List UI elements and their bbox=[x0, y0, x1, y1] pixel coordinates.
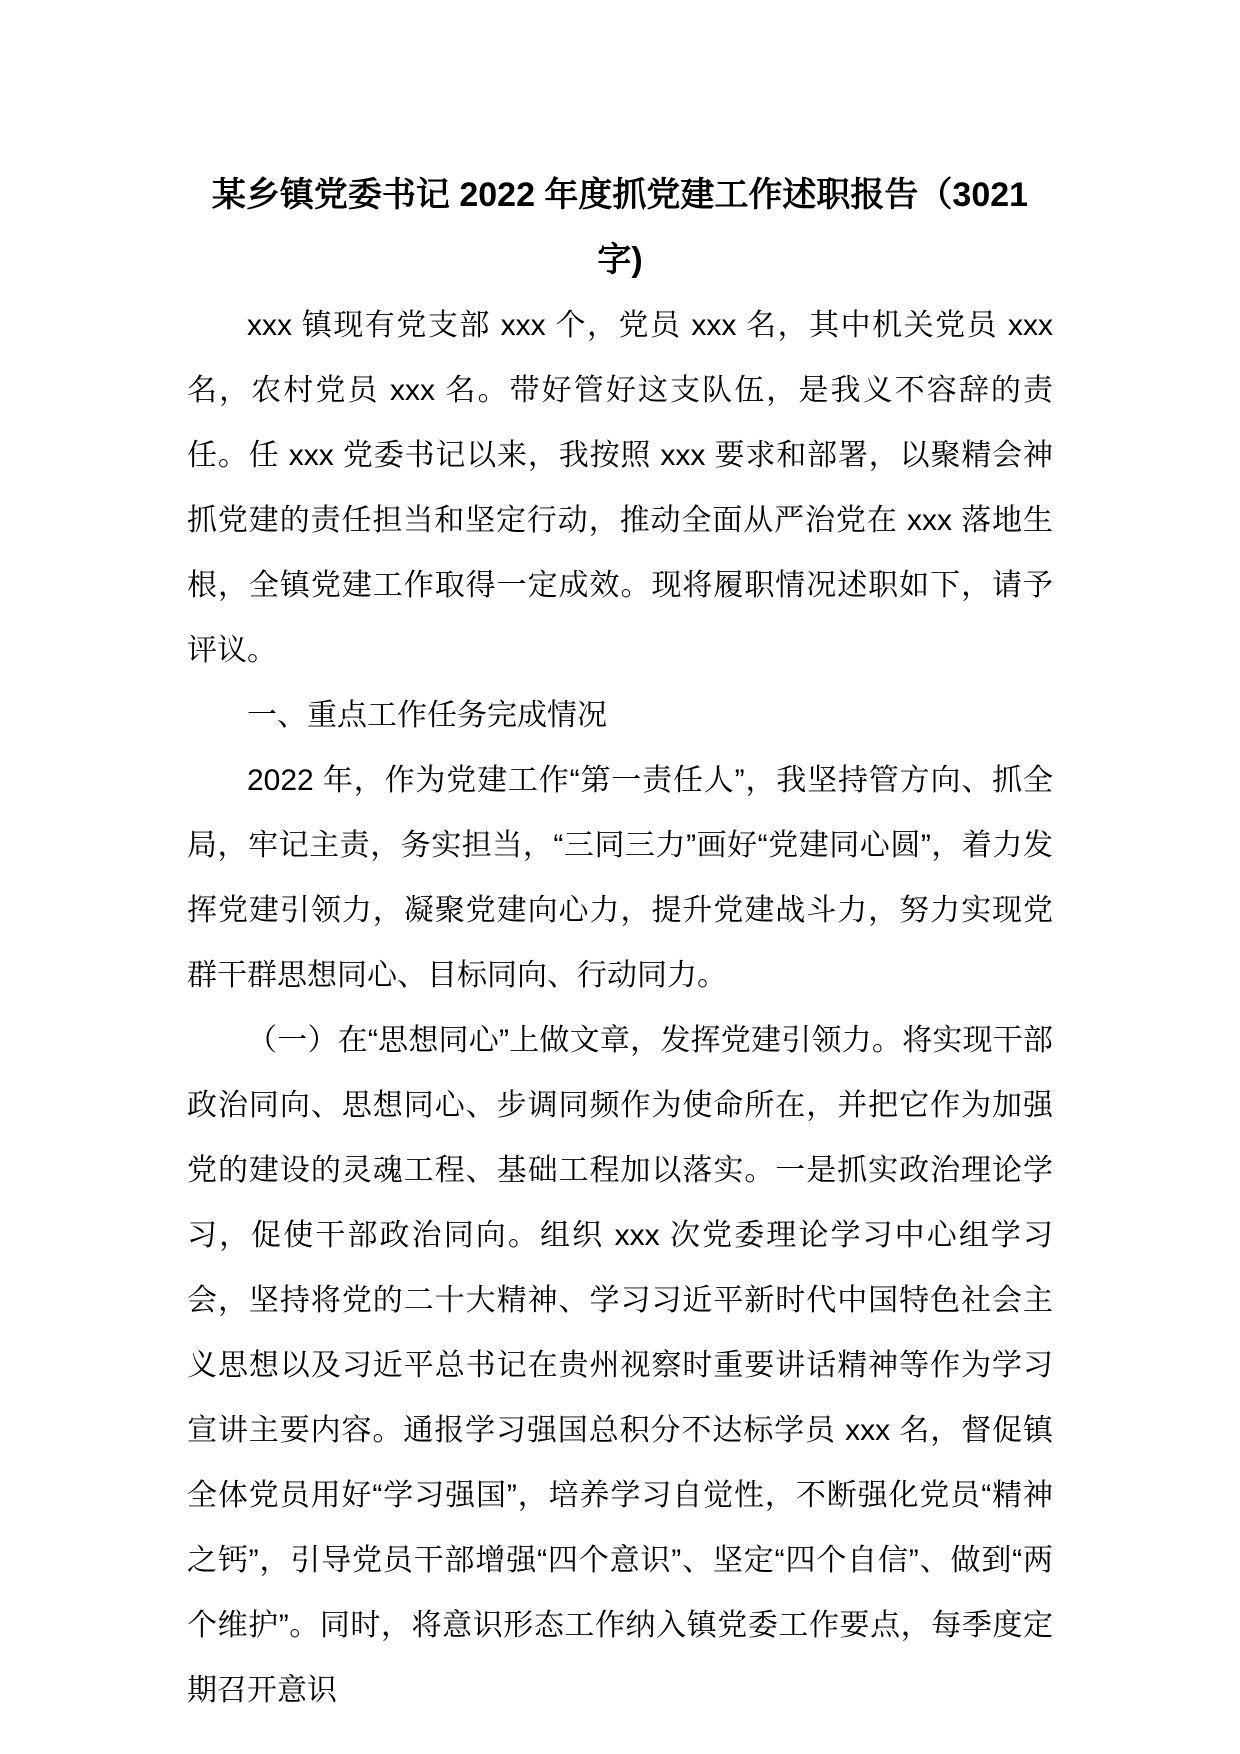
section-heading-1: 一、重点工作任务完成情况 bbox=[247, 699, 607, 732]
paragraph-subsection-1: （一）在“思想同心”上做文章，发挥党建引领力。将实现干部政治同向、思想同心、步调同频作为使命所在，并把它作为加强党的建设的灵魂工程、基础工程加以落实。一是抓实政治理论学习，促使干部政治同向。组织 xxx 次党委理论学习中心组学习会，坚持将党的二十大精神、学习习近平新时代中国特色社会主义思想以及习近平总书记在贵州视察时重要讲话精神等作为学习宣讲主要内容。通报学习强国总积分不达标学员 xxx 名，督促镇全体党员用好“学习强国”，培养学习自觉性，不断强化党员“精神之钙”，引导党员干部增强“四个意识”、坚定“四个自信”、做到“两个维护”。同时，将意识形态工作纳入镇党委工作要点，每季度定期召开意识 bbox=[187, 1024, 1053, 1707]
paragraph-intro: xxx 镇现有党支部 xxx 个，党员 xxx 名，其中机关党员 xxx 名，农村党员 xxx 名。带好管好这支队伍，是我义不容辞的责任。任 xxx 党委书记以来，我按照 xxx 要求和部署，以聚精会神抓党建的责任担当和坚定行动，推动全面从严治党在 xxx 落地生根，全镇党建工作取得一定成效。现将履职情况述职如下，请予评议。 bbox=[187, 309, 1053, 667]
document-body bbox=[187, 293, 1053, 1723]
document-content bbox=[187, 163, 1053, 1723]
document-title bbox=[187, 163, 1053, 293]
document-title-line-2: 字) bbox=[597, 241, 643, 279]
document-title-line-1: 某乡镇党委书记 2022 年度抓党建工作述职报告（3021 bbox=[211, 176, 1029, 214]
paragraph-overview: 2022 年，作为党建工作“第一责任人”，我坚持管方向、抓全局，牢记主责，务实担当，“三同三力”画好“党建同心圆”，着力发挥党建引领力，凝聚党建向心力，提升党建战斗力，努力实现党群干群思想同心、目标同向、行动同力。 bbox=[187, 764, 1053, 992]
